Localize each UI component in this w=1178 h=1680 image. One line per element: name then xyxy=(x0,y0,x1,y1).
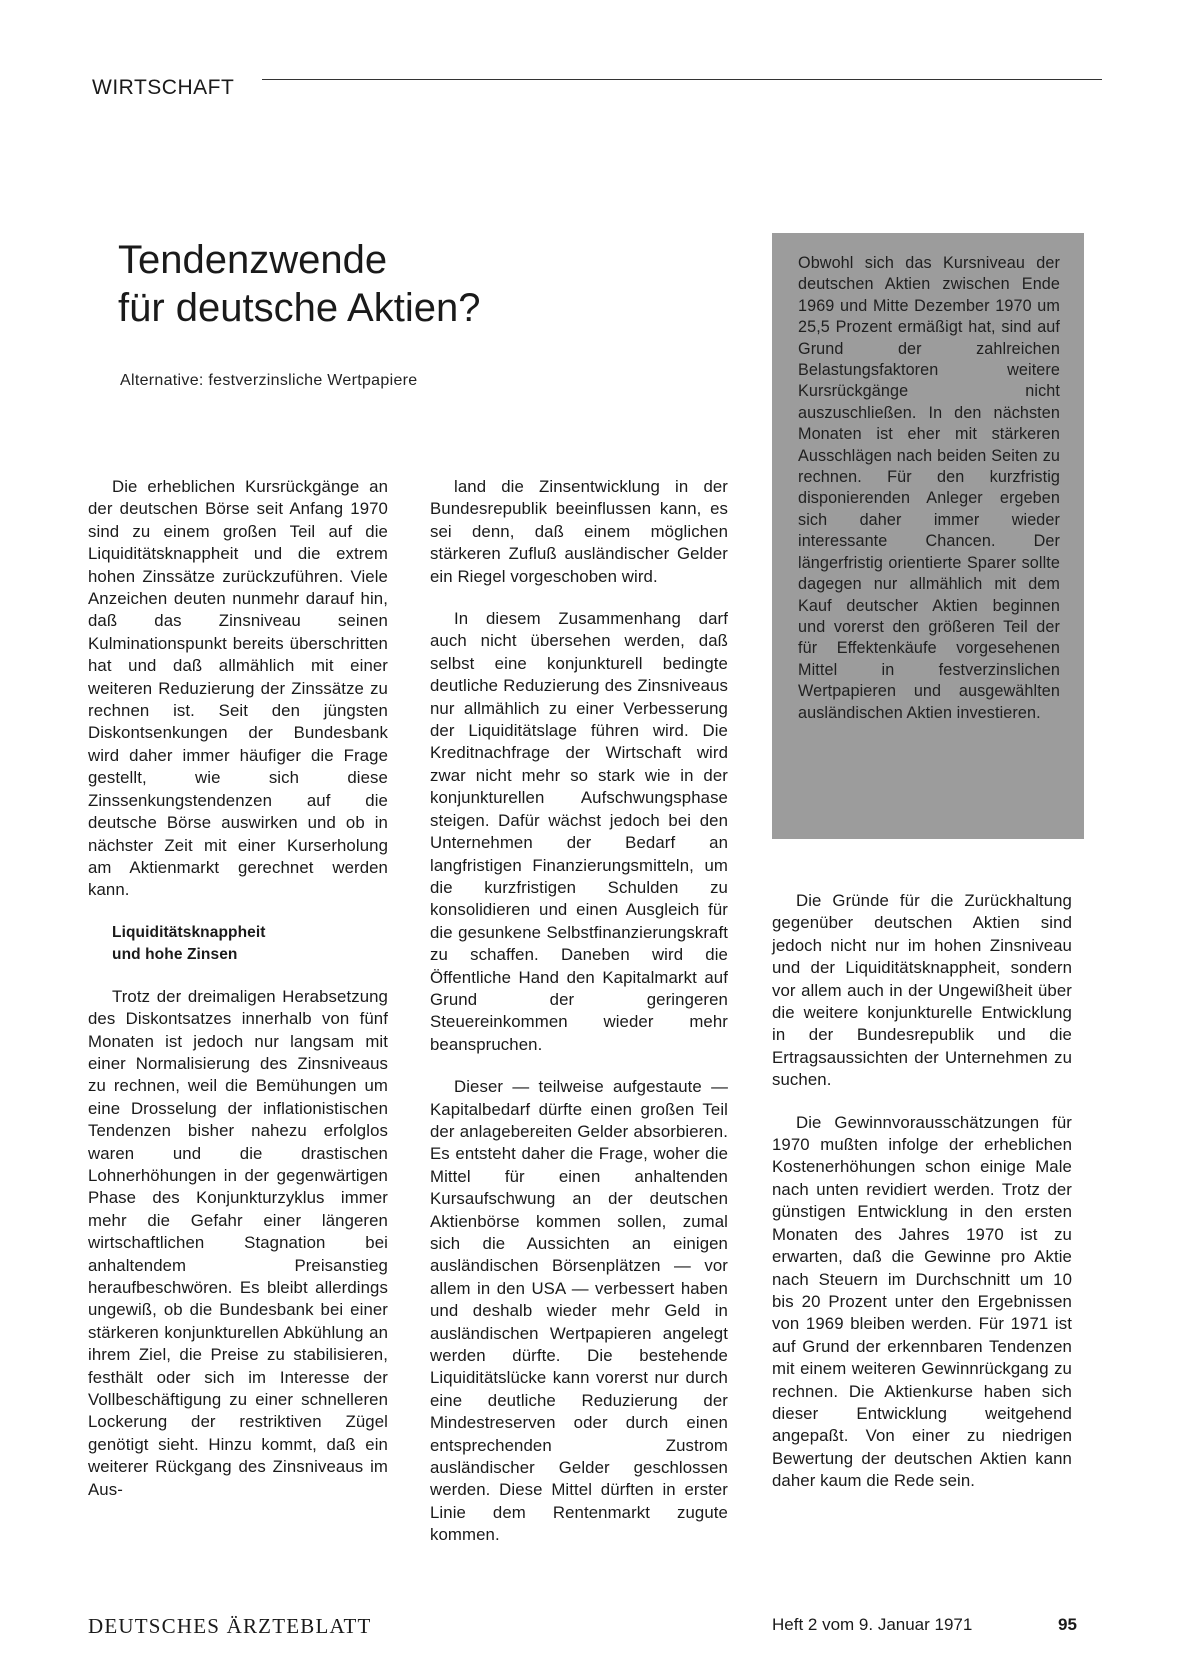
article-subtitle: Alternative: festverzinsliche Wertpapiere xyxy=(120,372,418,389)
page-number: 95 xyxy=(1058,1615,1077,1634)
paragraph: Dieser — teilweise aufgestaute — Kapitalbedarf dürfte einen großen Teil der anlagebereiten Gelder absorbieren. Es entsteht daher die Frage, woher die Mittel für einen anhaltenden Kursaufschwung an der deutschen Aktienbörse kommen sollen, zumal sich die Aussichten an einigen ausländischen Börsenplätzen — vor allem in den USA — verbessert haben und deshalb wieder mehr Geld in ausländischen Wertpapieren angelegt werden dürfte. Die bestehende Liquiditätslücke kann vorerst nur durch eine deutliche Reduzierung der Mindestreserven oder durch einen entsprechenden Zustrom ausländischer Gelder geschlossen werden. Diese Mittel dürften in erster Linie dem Rentenmarkt zugute kommen. xyxy=(430,1077,728,1545)
article-title-line-2: für deutsche Aktien? xyxy=(118,286,481,330)
subheading-line-1: Liquiditätsknappheit xyxy=(112,923,266,941)
section-header xyxy=(92,76,1102,106)
article-title-line-1: Tendenzwende xyxy=(118,238,388,282)
callout-text: Obwohl sich das Kursniveau der deutschen Aktien zwischen Ende 1969 und Mitte Dezember 1970 um 25,5 Prozent ermäßigt hat, sind auf Grund der zahlreichen Belastungsfaktoren weitere Kursrückgänge nicht auszuschließen. In den nächsten Monaten ist eher mit stärkeren Ausschlägen nach beiden Seiten zu rechnen. Für den kurzfristig disponierenden Anleger ergeben sich daher immer wieder interessante Chancen. Der längerfristig orientierte Sparer sollte dagegen nur allmählich mit dem Kauf deutscher Aktien beginnen und vorerst den größeren Teil der für Effektenkäufe vorgesehenen Mittel in festverzinslichen Wertpapieren und ausgewählten ausländischen Aktien investieren. xyxy=(798,254,1060,722)
subheading xyxy=(88,922,388,966)
section-label: WIRTSCHAFT xyxy=(92,76,235,99)
callout-box xyxy=(772,233,1084,839)
paragraph: Die Gründe für die Zurückhaltung gegenüber deutschen Aktien sind jedoch nicht nur im hohen Zinsniveau und der Liquiditätsknappheit, sondern vor allem auch in der Ungewißheit über die weitere konjunkturelle Entwicklung in der Bundesrepublik und die Ertragsaussichten der Unternehmen zu suchen. xyxy=(772,891,1072,1090)
footer-issue-info: Heft 2 vom 9. Januar 1971 xyxy=(772,1615,973,1634)
article-title xyxy=(118,236,678,332)
text-column-2 xyxy=(430,476,728,1567)
paragraph: Die Gewinnvorausschätzungen für 1970 mußten infolge der erheblichen Kostenerhöhungen schon einige Male nach unten revidiert werden. Trotz der günstigen Entwicklung in den ersten Monaten des Jahres 1970 ist zu erwarten, daß die Gewinne pro Aktie nach Steuern im Durchschnitt um 10 bis 20 Prozent unter den Ergebnissen von 1969 bleiben werden. Für 1971 ist auf Grund der erkennbaren Tendenzen mit einem weiteren Gewinnrückgang zu rechnen. Die Aktienkurse haben sich dieser Entwicklung weitgehend angepaßt. Von einer zu niedrigen Bewertung der deutschen Aktien kann daher kaum die Rede sein. xyxy=(772,1112,1072,1491)
subheading-line-2: und hohe Zinsen xyxy=(112,945,238,963)
section-divider xyxy=(262,79,1102,80)
paragraph: land die Zinsentwicklung in der Bundesrepublik beeinflussen kann, es sei denn, daß einem möglichen stärkeren Zufluß ausländischer Gelder ein Riegel vorgeschoben wird. xyxy=(430,477,728,586)
text-column-1 xyxy=(88,476,388,1521)
paragraph: In diesem Zusammenhang darf auch nicht übersehen werden, daß selbst eine konjunkturell bedingte deutliche Reduzierung des Zinsniveaus nur allmählich zu einer Verbesserung der Liquiditätslage führen wird. Die Kreditnachfrage der Wirtschaft wird zwar nicht mehr so stark wie in der konjunkturellen Aufschwungsphase steigen. Dafür wächst jedoch bei den Unternehmen der Bedarf an langfristigen Finanzierungsmitteln, um die kurzfristigen Schulden zu konsolidieren und einen Ausgleich für die gesunkene Selbstfinanzierungskraft zu schaffen. Daneben wird die Öffentliche Hand den Kapitalmarkt auf Grund der geringeren Steuereinkommen wieder mehr beanspruchen. xyxy=(430,609,728,1054)
paragraph: Trotz der dreimaligen Herabsetzung des Diskontsatzes innerhalb von fünf Monaten ist jedoch nur langsam mit einer Normalisierung des Zinsniveaus zu rechnen, weil die Bemühungen um eine Drosselung der inflationistischen Tendenzen bisher nahezu erfolglos waren und die drastischen Lohnerhöhungen in der gegenwärtigen Phase des Konjunkturzyklus immer mehr die Gefahr einer längeren wirtschaftlichen Stagnation bei anhaltendem Preisanstieg heraufbeschwören. Es bleibt allerdings ungewiß, ob die Bundesbank bei einer stärkeren konjunkturellen Abkühlung an ihrem Ziel, die Preise zu stabilisieren, festhält oder sich im Interesse der Vollbeschäftigung zu einer schnelleren Lockerung der restriktiven Zügel genötigt sieht. Hinzu kommt, daß ein weiterer Rückgang des Zinsniveaus im Aus- xyxy=(88,986,388,1499)
text-column-3 xyxy=(772,890,1072,1513)
footer-masthead: DEUTSCHES ÄRZTEBLATT xyxy=(88,1614,372,1638)
paragraph: Die erheblichen Kursrückgänge an der deutschen Börse seit Anfang 1970 sind zu einem großen Teil auf die Liquiditätsknappheit und die extrem hohen Zinssätze zurückzuführen. Viele Anzeichen deuten nunmehr darauf hin, daß das Zinsniveau seinen Kulminationspunkt bereits überschritten hat und daß allmählich mit einer weiteren Reduzierung der Zinssätze zu rechnen ist. Seit den jüngsten Diskontsenkungen der Bundesbank wird daher immer häufiger die Frage gestellt, wie sich diese Zinssenkungstendenzen auf die deutsche Börse auswirken und ob in nächster Zeit mit einer Kurserholung am Aktienmarkt gerechnet werden kann. xyxy=(88,477,388,900)
